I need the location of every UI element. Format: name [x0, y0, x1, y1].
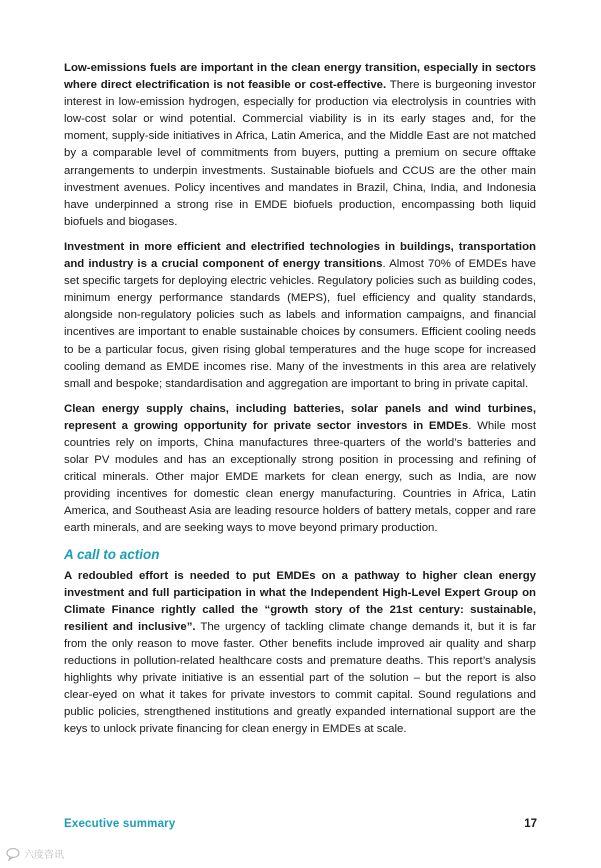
- paragraph-efficient-technologies: [64, 239, 536, 393]
- chat-bubble-icon: [6, 847, 22, 861]
- watermark-text: 六度咨讯: [24, 850, 64, 861]
- paragraph-text: . Almost 70% of EMDEs have set specific targets for deploying electric vehicles. Regulatory policies such as building codes, minimum energy performance standards (MEPS), fuel efficiency and quality standards, alongside non-regulatory policies such as labels and information campaigns, and financial incentives are important to enable sustainable choices by consumers. Efficient cooling needs to be a particular focus, given rising global temperatures and the huge scope for increased cooling demand as EMDE incomes rise. Many of the investments in this area are relatively small and bespoke; standardisation and aggregation are important to bring in private capital.: [64, 258, 536, 390]
- paragraph-lead: Low-emissions fuels are important in the clean energy transition, especially in sectors where direct electrification is not feasible or cost-effective.: [64, 62, 536, 92]
- paragraph-lead: Clean energy supply chains, including batteries, solar panels and wind turbines, represent a growing opportunity for private sector investors in EMDEs: [64, 402, 536, 432]
- paragraph-low-emissions-fuels: [64, 60, 536, 231]
- paragraph-text: There is burgeoning investor interest in low-emission hydrogen, especially for production via electrolysis in countries with low-cost solar or wind potential. Commercial viability is in its early stages and, for the moment, supply-side initiatives in Africa, Latin America, and the Middle East are not matched by a comparable level of commitments from buyers, putting a premium on secure offtake arrangements to underpin investments. Sustainable biofuels and CCUS are the other main investment avenues. Policy incentives and mandates in Brazil, China, India, and Indonesia have underpinned a strong rise in EMDE biofuels production, encompassing both liquid biofuels and biogases.: [64, 79, 536, 228]
- paragraph-text: The urgency of tackling climate change demands it, but it is far from the only reason to move faster. Other benefits include improved air quality and sharp reductions in pollution-related healthcare costs and premature deaths. This report’s analysis highlights why private initiative is an essential part of the solution – but the report is also clear-eyed on what it takes for private investors to commit capital. Sound regulations and public policies, strengthened institutions and greatly expanded international support are the keys to unlock private financing for clean energy in EMDEs at scale.: [64, 620, 537, 736]
- paragraph-lead: Investment in more efficient and electrified technologies in buildings, transportation and industry is a crucial component of energy transitions: [64, 240, 536, 271]
- footer-section-label: Executive summary: [64, 818, 176, 830]
- document-body: [64, 60, 536, 746]
- paragraph-text: . While most countries rely on imports, China manufactures three-quarters of the world’s batteries and solar PV modules and has an exceptionally strong position in processing and refining of critical minerals. Other major EMDE markets for clean energy, such as India, are now providing incentives for domestic clean energy manufacturing. Countries in Africa, Latin America, and Southeast Asia are leading resource holders of battery metals, copper and rare earth minerals, and are seeking ways to move beyond primary production.: [64, 419, 536, 535]
- paragraph-lead: A redoubled effort is needed to put EMDEs on a pathway to higher clean energy investment and full participation in what the Independent High-Level Expert Group on Climate Finance rightly called the “growth story of the 21st century: sustainable, resilient and inclusive”.: [64, 569, 536, 633]
- section-heading: A call to action: [64, 546, 160, 562]
- watermark: [6, 846, 64, 861]
- paragraph-supply-chains: [64, 401, 536, 538]
- page-number: 17: [524, 818, 537, 830]
- paragraph-call-to-action: [64, 568, 536, 739]
